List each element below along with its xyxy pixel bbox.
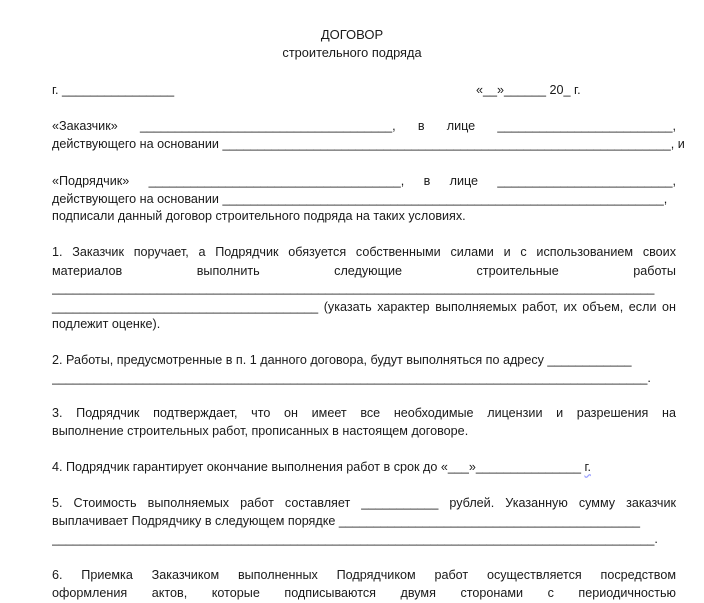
clause-1-line-2: материалов выполнить следующие строительные работы xyxy=(52,264,676,278)
clause-1-line-1: 1. Заказчик поручает, а Подрядчик обязуется собственными силами и с использованием своих xyxy=(52,245,676,259)
date-field: «__»______ 20_ г. xyxy=(476,83,581,97)
clause-6-line-1: 6. Приемка Заказчиком выполненных Подрядчиком работ осуществляется посредством xyxy=(52,568,676,582)
contractor-representative-blank: _________________________, xyxy=(497,174,677,188)
customer-in-person: в лице xyxy=(417,119,476,133)
customer-label: «Заказчик» xyxy=(52,119,118,133)
contractor-basis-line: действующего на основании _______________________________________________________________, xyxy=(52,192,668,206)
customer-line xyxy=(52,117,676,135)
customer-basis-line: действующего на основании ________________________________________________________________, и xyxy=(52,137,685,151)
contractor-name-blank: ____________________________________, xyxy=(148,174,405,188)
clause-4-line-1 xyxy=(52,458,676,476)
clause-1-line-4: ______________________________________ (указать характер выполняемых работ, их объем, если он xyxy=(52,300,676,314)
clause-2-blank-line: _____________________________________________________________________________________. xyxy=(52,371,651,385)
clause-4-text: 4. Подрядчик гарантирует окончание выполнения работ в срок до «___»_______________ xyxy=(52,460,581,474)
customer-representative-blank: _________________________, xyxy=(497,119,677,133)
contractor-in-person: в лице xyxy=(423,174,479,188)
clause-6-line-2: оформления актов, которые подписываются двумя сторонами с периодичностью xyxy=(52,586,676,600)
contractor-label: «Подрядчик» xyxy=(52,174,130,188)
clause-4-year-suffix: г. xyxy=(584,460,592,474)
document-subtitle: строительного подряда xyxy=(282,45,422,60)
signing-statement: подписали данный договор строительного подряда на таких условиях. xyxy=(52,209,466,223)
contractor-line xyxy=(52,172,676,190)
clause-5-line-1: 5. Стоимость выполняемых работ составляет ___________ рублей. Указанную сумму заказчик xyxy=(52,496,676,510)
customer-name-blank: ____________________________________, xyxy=(139,119,396,133)
clause-3-line-1: 3. Подрядчик подтверждает, что он имеет все необходимые лицензии и разрешения на xyxy=(52,406,676,420)
clause-2-line-1: 2. Работы, предусмотренные в п. 1 данного договора, будут выполняться по адресу ____________ xyxy=(52,353,632,367)
clause-1-line-5: подлежит оценке). xyxy=(52,317,161,331)
clause-5-blank-line: ______________________________________________________________________________________. xyxy=(52,532,658,546)
city-field: г. ________________ xyxy=(52,83,175,97)
clause-5-line-2: выплачивает Подрядчику в следующем порядке ___________________________________________ xyxy=(52,514,641,528)
clause-1-blank-line: ______________________________________________________________________________________ xyxy=(52,281,655,295)
document-title: ДОГОВОР xyxy=(320,27,384,42)
clause-3-line-2: выполнение строительных работ, прописанных в настоящем договоре. xyxy=(52,424,469,438)
